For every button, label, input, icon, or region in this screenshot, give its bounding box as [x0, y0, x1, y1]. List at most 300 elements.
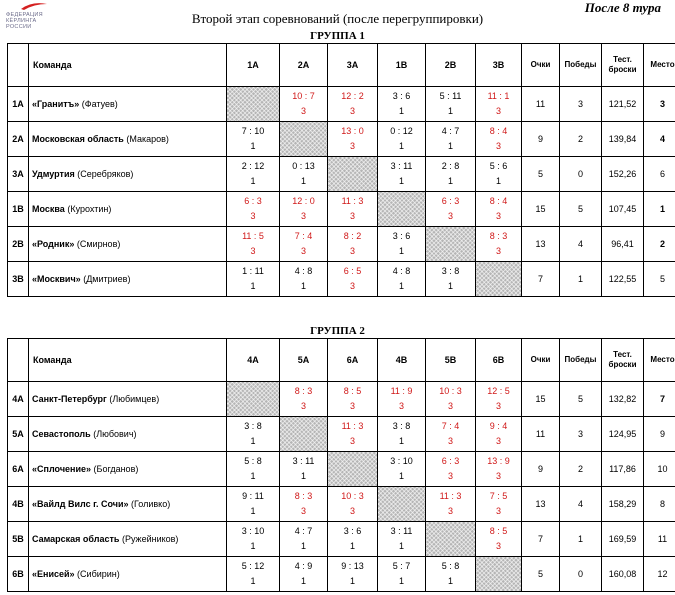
match-score: 8 : 2 — [343, 231, 362, 241]
match-points: 3 — [447, 471, 453, 481]
team-coach: (Смирнов) — [76, 239, 121, 249]
match-score: 8 : 3 — [489, 231, 508, 241]
points-value: 7 — [522, 262, 560, 297]
team-cell — [29, 452, 227, 487]
header-opponent-6b: 6B — [476, 339, 522, 382]
match-score: 11 : 3 — [341, 421, 364, 431]
header-points: Очки — [522, 44, 560, 87]
match-score-cell — [328, 417, 378, 452]
table-row — [8, 192, 675, 227]
match-points: 1 — [447, 106, 453, 116]
team-coach: (Сибирин) — [77, 569, 120, 579]
header-opponent-2b: 2B — [426, 44, 476, 87]
match-points: 1 — [349, 541, 355, 551]
match-score: 7 : 10 — [241, 126, 265, 136]
match-score: 11 : 1 — [487, 91, 510, 101]
self-match-cell — [328, 452, 378, 487]
points-value: 13 — [522, 487, 560, 522]
test-throws-value: 107,45 — [602, 192, 644, 227]
match-score-cell — [378, 262, 426, 297]
match-points: 1 — [300, 176, 306, 186]
match-score-cell — [378, 157, 426, 192]
match-score: 6 : 5 — [343, 266, 362, 276]
table-row — [8, 157, 675, 192]
match-score: 1 : 11 — [242, 266, 264, 276]
points-value: 13 — [522, 227, 560, 262]
wins-value: 5 — [560, 382, 602, 417]
match-score: 5 : 6 — [489, 161, 508, 171]
self-match-cell — [476, 262, 522, 297]
table-row — [8, 122, 675, 157]
match-points: 3 — [495, 506, 501, 516]
match-score: 12 : 2 — [341, 91, 364, 101]
points-value: 11 — [522, 87, 560, 122]
match-points: 1 — [250, 141, 256, 151]
match-score: 3 : 6 — [343, 526, 362, 536]
team-code: 6B — [8, 557, 29, 592]
match-score: 7 : 5 — [489, 491, 508, 501]
team-cell — [29, 157, 227, 192]
points-value: 7 — [522, 522, 560, 557]
wins-value: 0 — [560, 157, 602, 192]
table-row — [8, 382, 675, 417]
team-name: Москва — [32, 204, 65, 214]
header-opponent-4b: 4B — [378, 339, 426, 382]
match-score-cell — [378, 557, 426, 592]
team-cell — [29, 382, 227, 417]
match-score: 8 : 5 — [489, 526, 508, 536]
match-score-cell — [426, 557, 476, 592]
match-score-cell — [328, 522, 378, 557]
match-points: 1 — [495, 176, 501, 186]
header-row — [8, 44, 675, 87]
team-code: 3A — [8, 157, 29, 192]
team-code: 4A — [8, 382, 29, 417]
points-value: 9 — [522, 122, 560, 157]
place-value: 7 — [644, 382, 675, 417]
place-value: 12 — [644, 557, 675, 592]
match-score-cell — [227, 557, 280, 592]
match-points: 3 — [495, 106, 501, 116]
match-score-cell — [328, 87, 378, 122]
match-score: 5 : 7 — [392, 561, 411, 571]
match-score: 8 : 3 — [294, 386, 313, 396]
test-throws-value: 132,82 — [602, 382, 644, 417]
match-points: 3 — [495, 436, 501, 446]
match-score-cell — [476, 382, 522, 417]
points-value: 15 — [522, 192, 560, 227]
match-points: 3 — [300, 506, 306, 516]
team-name: Самарская область — [32, 534, 120, 544]
place-value: 5 — [644, 262, 675, 297]
match-score-cell — [426, 122, 476, 157]
self-match-cell — [328, 157, 378, 192]
match-points: 3 — [349, 106, 355, 116]
match-score-cell — [227, 157, 280, 192]
match-points: 1 — [398, 436, 404, 446]
header-opponent-5a: 5A — [280, 339, 328, 382]
match-points: 3 — [300, 211, 306, 221]
test-throws-value: 139,84 — [602, 122, 644, 157]
header-test-throws: Тест. броски — [602, 44, 644, 87]
match-score-cell — [476, 157, 522, 192]
match-score-cell — [227, 522, 280, 557]
match-points: 3 — [300, 106, 306, 116]
self-match-cell — [227, 87, 280, 122]
team-name: Удмуртия — [32, 169, 75, 179]
team-cell — [29, 262, 227, 297]
match-points: 1 — [447, 176, 453, 186]
match-score: 5 : 11 — [439, 91, 462, 101]
match-points: 3 — [495, 246, 501, 256]
match-score-cell — [227, 122, 280, 157]
team-coach: (Серебряков) — [77, 169, 134, 179]
match-score: 8 : 3 — [294, 491, 313, 501]
match-score-cell — [426, 192, 476, 227]
match-points: 3 — [250, 246, 256, 256]
match-points: 3 — [447, 506, 453, 516]
match-score: 4 : 8 — [294, 266, 313, 276]
team-cell — [29, 192, 227, 227]
match-score-cell — [426, 487, 476, 522]
test-throws-value: 96,41 — [602, 227, 644, 262]
match-score-cell — [426, 157, 476, 192]
match-score-cell — [378, 522, 426, 557]
match-points: 1 — [250, 281, 256, 291]
match-points: 1 — [300, 541, 306, 551]
team-code: 4B — [8, 487, 29, 522]
test-throws-value: 169,59 — [602, 522, 644, 557]
match-score: 10 : 3 — [341, 491, 364, 501]
team-cell — [29, 87, 227, 122]
match-points: 3 — [495, 211, 501, 221]
match-score-cell — [378, 227, 426, 262]
header-opponent-5b: 5B — [426, 339, 476, 382]
test-throws-value: 122,55 — [602, 262, 644, 297]
team-name: Севастополь — [32, 429, 91, 439]
match-score-cell — [227, 262, 280, 297]
match-score: 0 : 12 — [390, 126, 413, 136]
table-row — [8, 522, 675, 557]
test-throws-value: 152,26 — [602, 157, 644, 192]
match-score-cell — [378, 87, 426, 122]
match-score-cell — [227, 227, 280, 262]
match-points: 1 — [447, 281, 453, 291]
match-score: 5 : 12 — [241, 561, 265, 571]
match-score: 5 : 8 — [244, 456, 262, 466]
team-name: Московская область — [32, 134, 124, 144]
team-coach: (Фатуев) — [81, 99, 118, 109]
team-code: 2B — [8, 227, 29, 262]
match-score: 3 : 8 — [244, 421, 262, 431]
match-points: 3 — [349, 506, 355, 516]
match-score: 7 : 4 — [441, 421, 460, 431]
match-score-cell — [476, 452, 522, 487]
match-score-cell — [280, 557, 328, 592]
points-value: 9 — [522, 452, 560, 487]
match-score: 4 : 8 — [392, 266, 411, 276]
header-wins: Победы — [560, 44, 602, 87]
header-opponent-1a: 1A — [227, 44, 280, 87]
team-code: 3B — [8, 262, 29, 297]
match-score-cell — [280, 262, 328, 297]
match-score-cell — [426, 417, 476, 452]
header-wins: Победы — [560, 339, 602, 382]
match-points: 1 — [250, 576, 256, 586]
wins-value: 3 — [560, 87, 602, 122]
wins-value: 1 — [560, 262, 602, 297]
header-code — [8, 44, 29, 87]
header-opponent-6a: 6A — [328, 339, 378, 382]
match-points: 1 — [447, 141, 453, 151]
match-score: 2 : 8 — [441, 161, 460, 171]
self-match-cell — [476, 557, 522, 592]
match-points: 3 — [495, 401, 501, 411]
self-match-cell — [378, 192, 426, 227]
team-coach: (Макаров) — [126, 134, 169, 144]
match-points: 1 — [398, 106, 404, 116]
team-code: 1B — [8, 192, 29, 227]
place-value: 10 — [644, 452, 675, 487]
self-match-cell — [378, 487, 426, 522]
match-points: 1 — [398, 471, 404, 481]
team-coach: (Курохтин) — [67, 204, 112, 214]
match-score-cell — [476, 227, 522, 262]
match-score: 4 : 7 — [294, 526, 313, 536]
match-points: 3 — [495, 541, 501, 551]
match-points: 1 — [398, 541, 404, 551]
match-points: 3 — [447, 211, 453, 221]
match-points: 1 — [398, 281, 404, 291]
match-score-cell — [328, 262, 378, 297]
place-value: 6 — [644, 157, 675, 192]
match-score: 13 : 9 — [487, 456, 510, 466]
match-points: 3 — [349, 211, 355, 221]
place-value: 11 — [644, 522, 675, 557]
match-score: 3 : 10 — [241, 526, 265, 536]
table-row — [8, 262, 675, 297]
match-points: 1 — [250, 176, 256, 186]
match-points: 3 — [349, 281, 355, 291]
wins-value: 3 — [560, 417, 602, 452]
match-score-cell — [426, 262, 476, 297]
team-name: «Москвич» — [32, 274, 81, 284]
team-name: Санкт-Петербург — [32, 394, 107, 404]
match-points: 1 — [300, 471, 306, 481]
group-2-title: ГРУППА 2 — [310, 325, 365, 337]
logo-text: ФЕДЕРАЦИЯ КЁРЛИНГА РОССИИ — [6, 12, 43, 30]
wins-value: 2 — [560, 452, 602, 487]
match-points: 3 — [300, 246, 306, 256]
match-score-cell — [328, 227, 378, 262]
match-score-cell — [280, 522, 328, 557]
match-score: 3 : 11 — [292, 456, 315, 466]
team-code: 5B — [8, 522, 29, 557]
match-score-cell — [280, 487, 328, 522]
match-score: 3 : 8 — [392, 421, 411, 431]
team-coach: (Любович) — [93, 429, 137, 439]
match-score: 10 : 3 — [439, 386, 462, 396]
round-label: После 8 тура — [584, 0, 661, 15]
match-score: 9 : 11 — [242, 491, 264, 501]
team-coach: (Ружейников) — [121, 534, 179, 544]
test-throws-value: 158,29 — [602, 487, 644, 522]
team-code: 2A — [8, 122, 29, 157]
self-match-cell — [426, 522, 476, 557]
match-points: 3 — [495, 471, 501, 481]
match-score-cell — [378, 122, 426, 157]
match-score: 11 : 5 — [242, 231, 264, 241]
team-name: «Родник» — [32, 239, 75, 249]
match-points: 1 — [349, 576, 355, 586]
match-score: 8 : 5 — [343, 386, 362, 396]
table-row — [8, 417, 675, 452]
match-score-cell — [476, 417, 522, 452]
place-value: 1 — [644, 192, 675, 227]
match-points: 1 — [398, 141, 404, 151]
team-name: «Гранитъ» — [32, 99, 80, 109]
header-team: Команда — [29, 44, 227, 87]
match-score: 3 : 6 — [392, 91, 411, 101]
match-score: 3 : 10 — [390, 456, 413, 466]
header-team: Команда — [29, 339, 227, 382]
wins-value: 5 — [560, 192, 602, 227]
match-points: 3 — [300, 401, 306, 411]
self-match-cell — [280, 417, 328, 452]
match-score-cell — [328, 557, 378, 592]
match-score: 3 : 11 — [390, 526, 413, 536]
match-points: 3 — [349, 401, 355, 411]
team-name: «Сплочение» — [32, 464, 92, 474]
page-title: Второй этап соревнований (после перегруппировки) — [191, 11, 484, 26]
team-cell — [29, 417, 227, 452]
match-score-cell — [227, 452, 280, 487]
table-row — [8, 87, 675, 122]
match-points: 3 — [447, 401, 453, 411]
match-score: 11 : 3 — [439, 491, 462, 501]
header-opponent-4a: 4A — [227, 339, 280, 382]
match-score-cell — [378, 417, 426, 452]
group-1-title: ГРУППА 1 — [310, 30, 365, 42]
match-score: 2 : 12 — [241, 161, 265, 171]
header-code — [8, 339, 29, 382]
match-points: 3 — [349, 436, 355, 446]
table-row — [8, 487, 675, 522]
match-score-cell — [476, 487, 522, 522]
match-points: 3 — [349, 246, 355, 256]
match-score-cell — [328, 122, 378, 157]
wins-value: 4 — [560, 487, 602, 522]
self-match-cell — [227, 382, 280, 417]
header-opponent-3b: 3B — [476, 44, 522, 87]
test-throws-value: 121,52 — [602, 87, 644, 122]
header-test-throws: Тест. броски — [602, 339, 644, 382]
match-points: 1 — [250, 436, 256, 446]
match-score: 6 : 3 — [244, 196, 262, 206]
match-score-cell — [280, 157, 328, 192]
place-value: 8 — [644, 487, 675, 522]
match-score: 6 : 3 — [441, 196, 460, 206]
match-score: 11 : 9 — [390, 386, 413, 396]
table-row — [8, 557, 675, 592]
match-score: 3 : 11 — [390, 161, 413, 171]
match-score-cell — [378, 452, 426, 487]
self-match-cell — [280, 122, 328, 157]
place-value: 3 — [644, 87, 675, 122]
place-value: 4 — [644, 122, 675, 157]
test-throws-value: 124,95 — [602, 417, 644, 452]
match-points: 3 — [250, 211, 256, 221]
table-row — [8, 452, 675, 487]
match-score-cell — [227, 192, 280, 227]
match-score: 9 : 4 — [489, 421, 508, 431]
match-score: 8 : 4 — [489, 126, 508, 136]
test-throws-value: 117,86 — [602, 452, 644, 487]
wins-value: 4 — [560, 227, 602, 262]
match-points: 1 — [250, 471, 256, 481]
wins-value: 1 — [560, 522, 602, 557]
points-value: 5 — [522, 557, 560, 592]
match-score-cell — [328, 487, 378, 522]
match-score: 4 : 9 — [294, 561, 313, 571]
match-score-cell — [378, 382, 426, 417]
match-score-cell — [280, 227, 328, 262]
team-name: «Вайлд Вилс г. Сочи» — [32, 499, 129, 509]
team-code: 1A — [8, 87, 29, 122]
match-score-cell — [426, 382, 476, 417]
match-score-cell — [280, 382, 328, 417]
header-opponent-3a: 3A — [328, 44, 378, 87]
match-score: 11 : 3 — [341, 196, 364, 206]
match-points: 3 — [447, 436, 453, 446]
points-value: 11 — [522, 417, 560, 452]
match-points: 1 — [250, 506, 256, 516]
match-score-cell — [227, 487, 280, 522]
match-score: 8 : 4 — [489, 196, 508, 206]
header-opponent-2a: 2A — [280, 44, 328, 87]
match-points: 1 — [447, 576, 453, 586]
header-opponent-1b: 1B — [378, 44, 426, 87]
group-1-table — [7, 43, 675, 297]
match-points: 3 — [398, 401, 404, 411]
header-row — [8, 339, 675, 382]
team-coach: (Любимцев) — [109, 394, 160, 404]
header-place: Место — [644, 339, 675, 382]
match-score-cell — [227, 417, 280, 452]
team-code: 5A — [8, 417, 29, 452]
match-points: 1 — [300, 281, 306, 291]
match-score-cell — [328, 382, 378, 417]
match-points: 3 — [495, 141, 501, 151]
match-score: 3 : 6 — [392, 231, 411, 241]
match-score-cell — [426, 452, 476, 487]
table-row — [8, 227, 675, 262]
match-score-cell — [280, 87, 328, 122]
match-score-cell — [426, 87, 476, 122]
match-points: 3 — [349, 141, 355, 151]
points-value: 15 — [522, 382, 560, 417]
match-score-cell — [476, 122, 522, 157]
match-points: 1 — [398, 576, 404, 586]
team-coach: (Голивко) — [131, 499, 171, 509]
match-score-cell — [476, 87, 522, 122]
team-name: «Енисей» — [32, 569, 75, 579]
logo-swoosh-icon — [20, 2, 48, 10]
match-score: 3 : 8 — [441, 266, 460, 276]
match-points: 1 — [250, 541, 256, 551]
team-cell — [29, 522, 227, 557]
place-value: 2 — [644, 227, 675, 262]
